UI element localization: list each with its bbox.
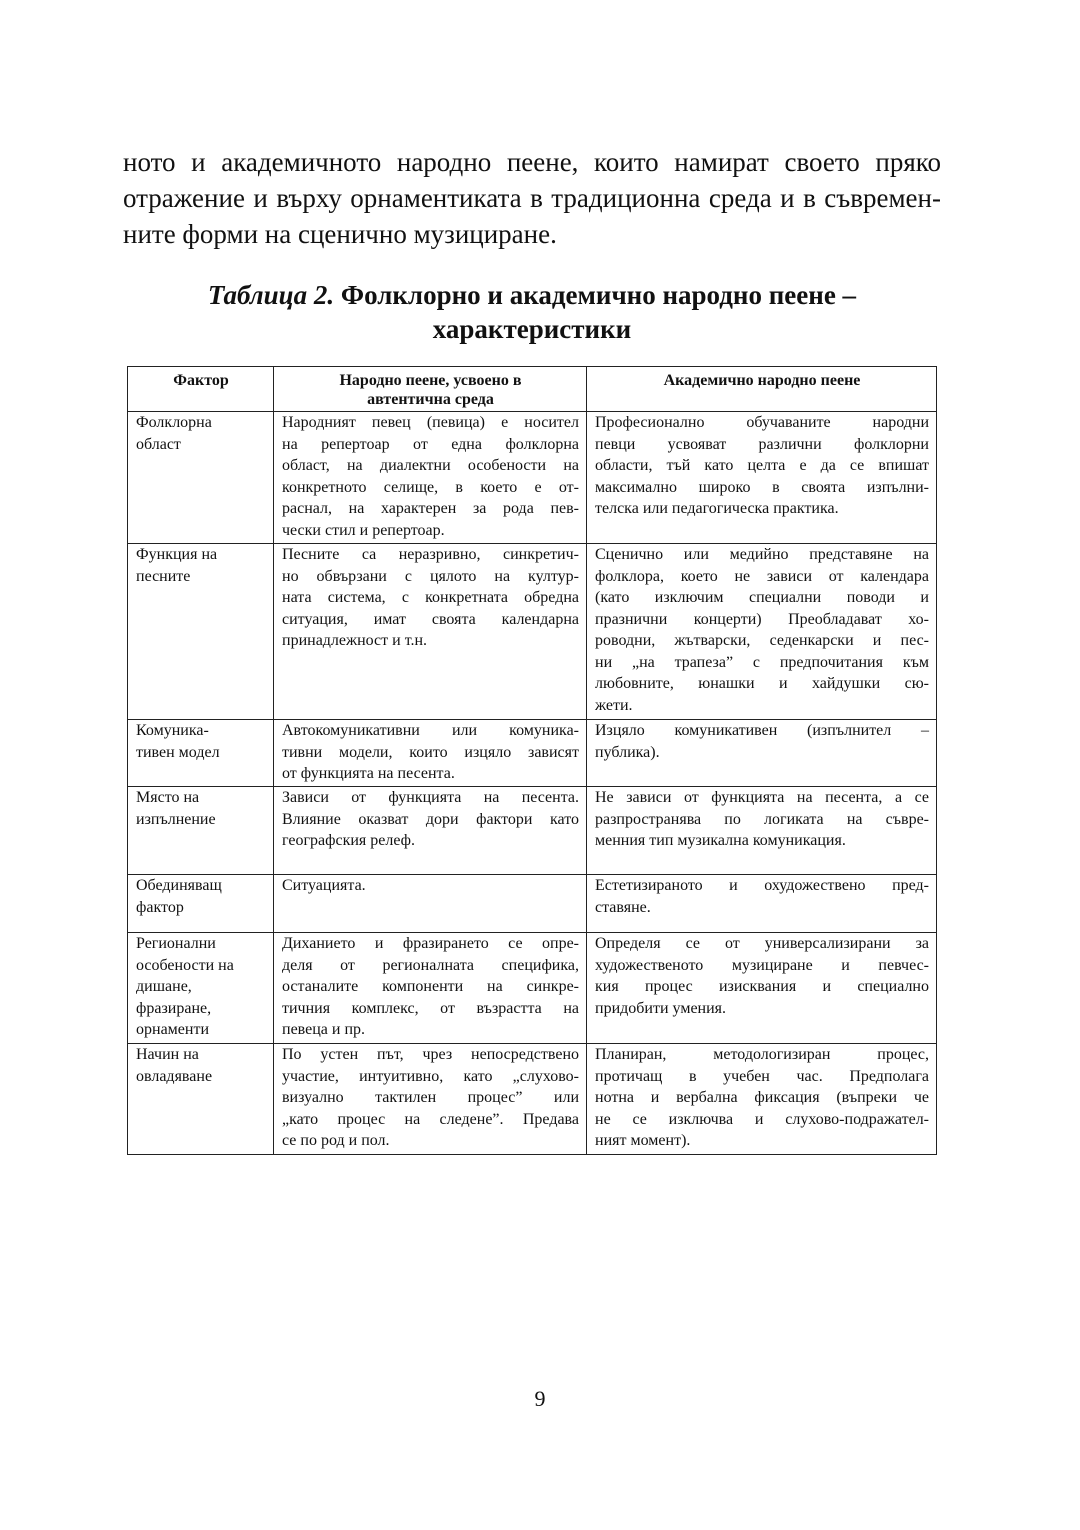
factor-cell: Регионални особености на дишане, фразиране, орнаменти (128, 933, 274, 1044)
factor-cell: Начин на овладяване (128, 1044, 274, 1155)
table-row (128, 933, 937, 1044)
paragraph-line: ното и академичното народно пеене, които намират своето пряко (123, 147, 941, 177)
factor-cell: Обединяващ фактор (128, 875, 274, 933)
factor-cell: Място на изпълнение (128, 787, 274, 875)
page-number: 9 (534, 1386, 546, 1411)
table-caption (123, 278, 941, 346)
body-paragraph (123, 144, 941, 252)
authentic-cell: Диханието и фразирането се опре- деля от регионалната специфика, останалите компоненти на синкре- тичния комплекс, от възрастта на певеца и пр. (274, 933, 587, 1044)
caption-title-line1: Фолклорно и академично народно пеене – (334, 280, 857, 310)
authentic-cell: Зависи от функцията на песента. Влияние оказват дори фактори като географския релеф. (274, 787, 587, 875)
factor-cell: Фолклорна област (128, 412, 274, 544)
academic-cell: Изцяло комуникативен (изпълнител – публика). (587, 720, 937, 787)
authentic-cell: Ситуацията. (274, 875, 587, 933)
academic-cell: Естетизираното и охудожествено пред- ставяне. (587, 875, 937, 933)
academic-cell: Не зависи от функцията на песента, а се разпространява по логиката на съвре- менния тип музикална комуникация. (587, 787, 937, 875)
header-authentic: Народно пеене, усвоено в автентична среда (274, 367, 587, 412)
authentic-cell: По устен път, чрез непосредствено участие, интуитивно, като „слухово- визуално тактилен процес” или „като процес на следене”. Предава се по род и пол. (274, 1044, 587, 1155)
academic-cell: Планиран, методологизиран процес, протичащ в учебен час. Предполага нотна и вербална фиксация (въпреки че не се изключва и слухово-подражател- ният момент). (587, 1044, 937, 1155)
table-row (128, 412, 937, 544)
table-row (128, 875, 937, 933)
paragraph-line: отражение и върху орнаментиката в традиционна среда и в съвремен- (123, 183, 941, 213)
header-factor: Фактор (128, 367, 274, 412)
comparison-table (127, 366, 937, 1155)
authentic-cell: Народният певец (певица) е носител на репертоар от една фолклорна област, на диалектни особености на конкретното селище, в което е от- раснал, на характерен за рода пев- чески стил и репертоар. (274, 412, 587, 544)
factor-cell: Функция на песните (128, 544, 274, 720)
academic-cell: Професионално обучаваните народни певци усвояват различни фолклорни области, тъй като целта е да се впишат максимално широко в своята изпълни- телска или педагогическа практика. (587, 412, 937, 544)
table-row (128, 787, 937, 875)
table-row (128, 1044, 937, 1155)
academic-cell: Определя се от универсализирани за художественото музициране и певчес- кия процес изисквания и специално придобити умения. (587, 933, 937, 1044)
table-header-row (128, 367, 937, 412)
caption-title-line2: характеристики (432, 314, 632, 344)
table-row (128, 544, 937, 720)
authentic-cell: Песните са неразривно, синкретич- но обвързани с цялото на култур- ната система, с конкретната обредна ситуация, имат своята календарна принадлежност и т.н. (274, 544, 587, 720)
authentic-cell: Автокомуникативни или комуника- тивни модели, които изцяло зависят от функцията на песента. (274, 720, 587, 787)
caption-label: Таблица 2. (207, 280, 335, 310)
academic-cell: Сценично или медийно представяне на фолклора, което не зависи от календара (като изключим специални поводи и празнични концерти) Преобладават хо- роводни, жътварски, седенкарски и пес- ни „на трапеза” с предпочитания към любовните, юнашки и хайдушки сю- жети. (587, 544, 937, 720)
header-academic: Академично народно пеене (587, 367, 937, 412)
table-row (128, 720, 937, 787)
paragraph-line: ните форми на сценично музициране. (123, 219, 557, 249)
factor-cell: Комуника- тивен модел (128, 720, 274, 787)
